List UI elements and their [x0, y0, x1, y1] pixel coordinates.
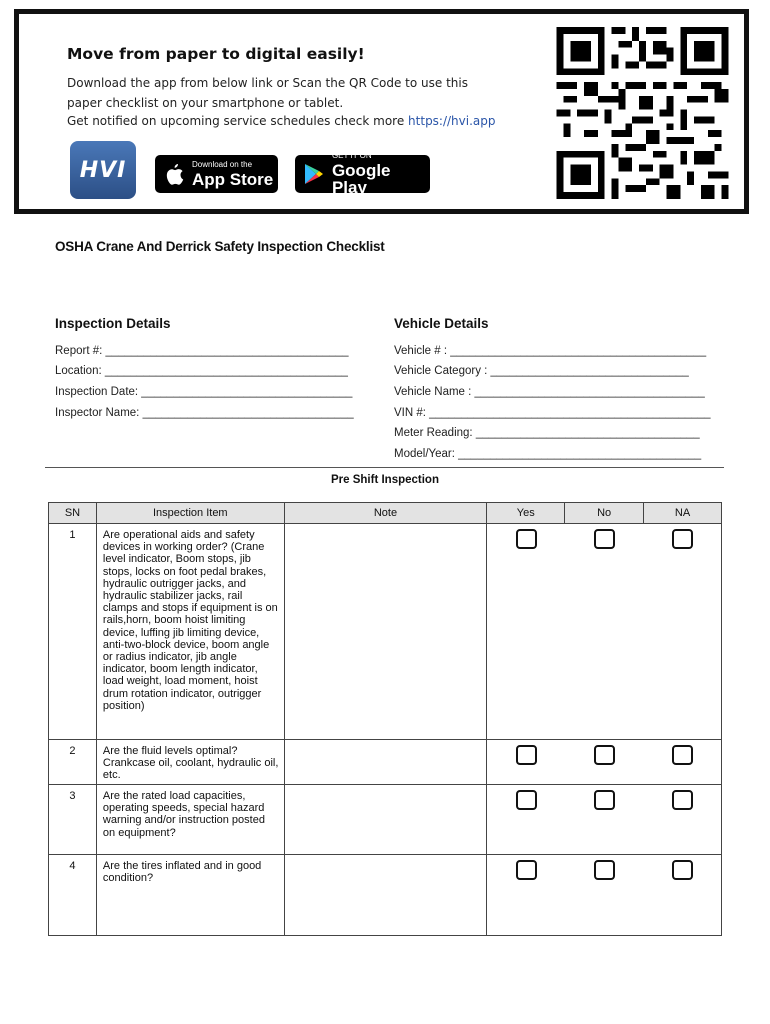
model-year-field[interactable]: Model/Year: ______________________________________ [394, 448, 702, 460]
no-checkbox[interactable] [594, 790, 615, 810]
table-row [49, 524, 722, 740]
row-sn: 2 [49, 740, 97, 785]
qr-code [554, 27, 731, 199]
na-checkbox[interactable] [672, 745, 693, 765]
app-promo-banner [14, 9, 749, 214]
google-play-icon [303, 162, 325, 186]
header-sn: SN [49, 503, 97, 524]
banner-line-notify [67, 114, 496, 128]
banner-title: Move from paper to digital easily! [67, 45, 365, 63]
banner-line-device: paper checklist on your smartphone or tablet. [67, 96, 344, 110]
table-row [49, 785, 722, 855]
inspection-table [48, 502, 722, 936]
yes-checkbox[interactable] [516, 790, 537, 810]
header-note: Note [284, 503, 487, 524]
inspector-name-field[interactable]: Inspector Name: _________________________________ [55, 407, 354, 419]
report-number-field[interactable]: Report #: ______________________________________ [55, 345, 349, 357]
apple-icon [163, 162, 185, 186]
app-store-small-text: Download on the [192, 159, 253, 169]
google-play-button[interactable] [295, 151, 430, 197]
row-inspection-item: Are operational aids and safety devices in working order? (Crane level indicator, Boom stops, jib stops, locks on foot pedal brakes, hydraulic outrigger jacks, and hydraulic stabilizer jacks, rail clamps and stops if equipment is on rails,horn, boom hoist limiting device, luffing jib limiting device, anti-two-block device, boom angle or radius indicator, jib angle indicator, boom length indicator, load weight, load moment, hoist drum rotation indicator, outrigger position) [96, 524, 284, 740]
vehicle-category-field[interactable]: Vehicle Category : _______________________________ [394, 365, 689, 377]
meter-reading-field[interactable]: Meter Reading: ___________________________________ [394, 427, 700, 439]
row-inspection-item: Are the fluid levels optimal? Crankcase oil, coolant, hydraulic oil, etc. [96, 740, 284, 785]
no-checkbox[interactable] [594, 529, 615, 549]
section-divider [45, 467, 724, 468]
no-checkbox[interactable] [594, 745, 615, 765]
yes-checkbox[interactable] [516, 745, 537, 765]
row-note-field[interactable] [284, 855, 487, 936]
row-sn: 4 [49, 855, 97, 936]
vehicle-details-heading: Vehicle Details [394, 316, 489, 331]
google-play-small-text: GET IT ON [331, 151, 372, 160]
row-note-field[interactable] [284, 740, 487, 785]
row-sn: 1 [49, 524, 97, 740]
na-checkbox[interactable] [672, 860, 693, 880]
header-na: NA [644, 503, 722, 524]
vin-field[interactable]: VIN #: ____________________________________________ [394, 407, 711, 419]
na-checkbox[interactable] [672, 529, 693, 549]
vehicle-name-field[interactable]: Vehicle Name : ____________________________________ [394, 386, 705, 398]
header-inspection-item: Inspection Item [96, 503, 284, 524]
app-store-button[interactable] [155, 155, 278, 193]
location-field[interactable]: Location: ______________________________________ [55, 365, 348, 377]
google-play-label: Google Play [331, 161, 391, 197]
checklist-title: OSHA Crane And Derrick Safety Inspection Checklist [55, 239, 385, 254]
row-note-field[interactable] [284, 524, 487, 740]
row-inspection-item: Are the tires inflated and in good condition? [96, 855, 284, 936]
table-row [49, 855, 722, 936]
hvi-link[interactable]: https://hvi.app [408, 114, 496, 128]
yes-checkbox[interactable] [516, 529, 537, 549]
no-checkbox[interactable] [594, 860, 615, 880]
hvi-logo: HVI [70, 141, 136, 199]
table-row [49, 740, 722, 785]
app-store-label: App Store [192, 169, 274, 189]
row-inspection-item: Are the rated load capacities, operating speeds, special hazard warning and/or instruction posted on equipment? [96, 785, 284, 855]
inspection-date-field[interactable]: Inspection Date: _________________________________ [55, 386, 353, 398]
yes-checkbox[interactable] [516, 860, 537, 880]
vehicle-number-field[interactable]: Vehicle # : ________________________________________ [394, 345, 707, 357]
pre-shift-inspection-heading: Pre Shift Inspection [331, 474, 439, 486]
header-yes: Yes [487, 503, 565, 524]
table-header-row [49, 503, 722, 524]
row-sn: 3 [49, 785, 97, 855]
header-no: No [565, 503, 644, 524]
row-note-field[interactable] [284, 785, 487, 855]
banner-line-download: Download the app from below link or Scan the QR Code to use this [67, 76, 468, 90]
na-checkbox[interactable] [672, 790, 693, 810]
inspection-details-heading: Inspection Details [55, 316, 171, 331]
banner-notify-text: Get notified on upcoming service schedules check more [67, 114, 409, 128]
